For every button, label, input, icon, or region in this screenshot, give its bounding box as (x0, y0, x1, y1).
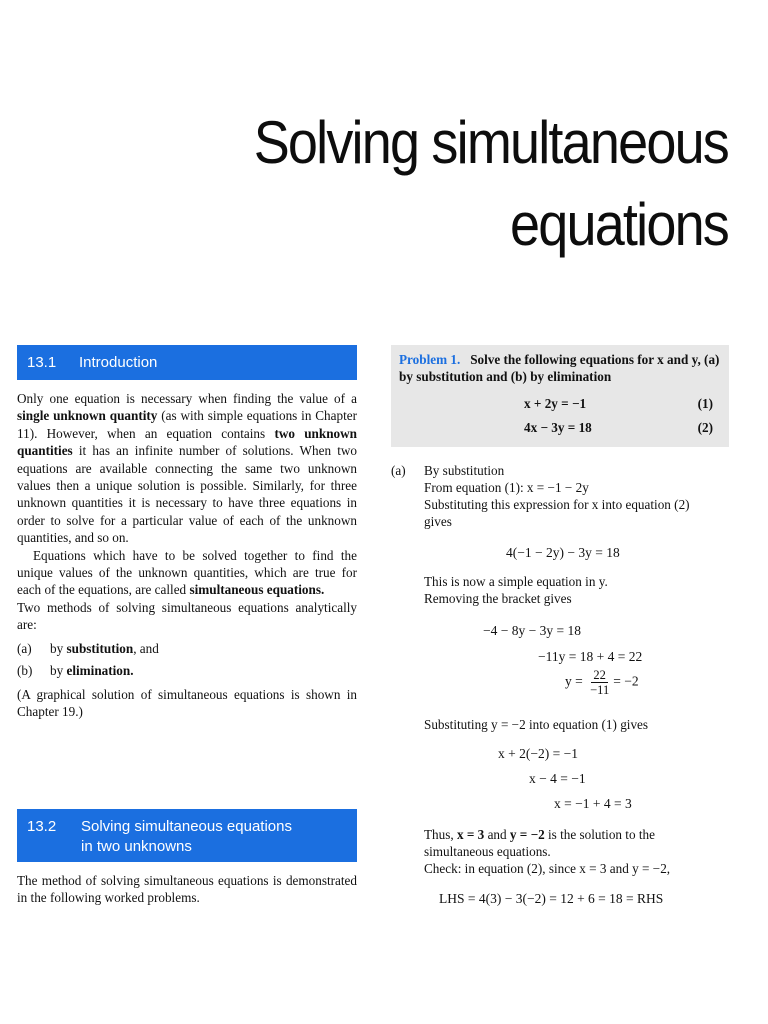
intro-paragraph-1 (17, 390, 357, 547)
equation-expanded: −4 − 8y − 3y = 18 (483, 623, 581, 638)
section-number: 13.2 (27, 818, 57, 835)
method-text (50, 640, 159, 657)
chapter-title-line-1: Solving simultaneous (253, 109, 728, 176)
method-item (17, 662, 357, 679)
bold-term: single unknown quantity (17, 408, 158, 424)
equation-y-value (565, 668, 639, 697)
methods-intro: Two methods of solving simultaneous equations analytically are: (17, 599, 357, 633)
substitute-y-line: Substituting y = −2 into equation (1) gives (424, 717, 649, 732)
check-line: Check: in equation (2), since x = 3 and y = −2, (424, 861, 671, 876)
equation: 4x − 3y = 18 (524, 419, 592, 435)
bold-term: x = 3 (456, 827, 485, 842)
bold-term: simultaneous equations. (189, 582, 325, 598)
part-label: (a) (391, 463, 406, 478)
method-label: (a) (17, 640, 32, 656)
bold-term: elimination. (66, 663, 134, 679)
bold-term: y = −2 (509, 827, 545, 842)
equation-collected: −11y = 18 + 4 = 22 (538, 649, 643, 664)
problem-label: Problem 1. (399, 352, 461, 367)
problem-equations (399, 392, 721, 440)
fraction-denominator: −11 (590, 683, 610, 697)
fraction-numerator: 22 (593, 668, 606, 682)
method-text (50, 662, 134, 679)
section-title-line-1: Solving simultaneous equations (81, 818, 292, 835)
removing-bracket-line: Removing the bracket gives (424, 591, 572, 606)
equation: x + 2y = −1 (524, 395, 587, 411)
fraction (590, 668, 609, 697)
graphical-note: (A graphical solution of simultaneous equations is shown in Chapter 19.) (17, 686, 357, 719)
section-2-text (17, 872, 357, 907)
section-2-paragraph: The method of solving simultaneous equations is demonstrated in the following worked problems. (17, 873, 357, 906)
bold-term: substitution (66, 640, 134, 656)
equation-number: (1) (697, 395, 713, 411)
text-run: is the solution to the (544, 827, 655, 842)
equation-x-simplified: x − 4 = −1 (529, 771, 586, 786)
section-header-two-unknowns (17, 809, 357, 862)
text-run: Equations which have to be solved together to find the unique values of the unknown quantities, which are true for each of the equations, are called (17, 547, 357, 598)
section-header-introduction (17, 345, 357, 380)
solution (391, 462, 729, 922)
text-run: (as with simple equations in Chapter 11). However, when an equation contains (17, 408, 358, 441)
equation-row (399, 416, 721, 440)
introduction-text (17, 390, 357, 720)
text-run: Only one equation is necessary when finding the value of a (17, 391, 357, 406)
text-run: it has an infinite number of solutions. When two equations are available connecting the same two unknown values then a unique solution is possible. Similarly, for three unknown quantities it is necessary to have three equations in order to solve for a particular value of each of the unknown quantities, and so on. (17, 443, 357, 546)
thus-line (424, 826, 655, 843)
chapter-title (188, 102, 728, 266)
section-number: 13.1 (27, 354, 57, 371)
equation-number: (2) (697, 419, 713, 435)
bold-term: two unknown quantities (17, 425, 357, 459)
problem-box (391, 345, 729, 447)
text-run: = −2 (613, 673, 639, 689)
equation-substituted: 4(−1 − 2y) − 3y = 18 (506, 545, 620, 560)
text-run: by (50, 640, 67, 656)
lhs-check-equation: LHS = 4(3) − 3(−2) = 12 + 6 = 18 = RHS (439, 891, 664, 906)
problem-statement (399, 351, 721, 386)
text-run: by (50, 663, 67, 679)
substitution-line-2: gives (424, 514, 452, 529)
section-title: Introduction (79, 354, 158, 371)
problem-text: Solve the following equations for x and y, (a) by substitution and (b) by elimination (399, 352, 720, 385)
methods-list (17, 640, 357, 680)
from-equation-line: From equation (1): x = −1 − 2y (424, 480, 589, 495)
method-label: (b) (17, 663, 33, 679)
method-item (17, 640, 357, 657)
chapter-title-line-2: equations (510, 191, 728, 258)
text-run: , and (133, 640, 159, 656)
thus-line-2: simultaneous equations. (424, 844, 551, 859)
part-title: By substitution (424, 463, 505, 478)
equation-row (399, 392, 721, 416)
section-title-line-2: in two unknowns (81, 838, 192, 855)
text-run: Thus, (424, 827, 457, 842)
equation-x-substituted: x + 2(−2) = −1 (498, 746, 578, 761)
text-run: y = (565, 673, 587, 689)
substitution-line-1: Substituting this expression for x into equation (2) (424, 497, 690, 512)
text-run: and (484, 827, 510, 842)
simple-equation-line: This is now a simple equation in y. (424, 574, 608, 589)
equation-x-value: x = −1 + 4 = 3 (554, 796, 632, 811)
intro-paragraph-2 (17, 547, 357, 599)
